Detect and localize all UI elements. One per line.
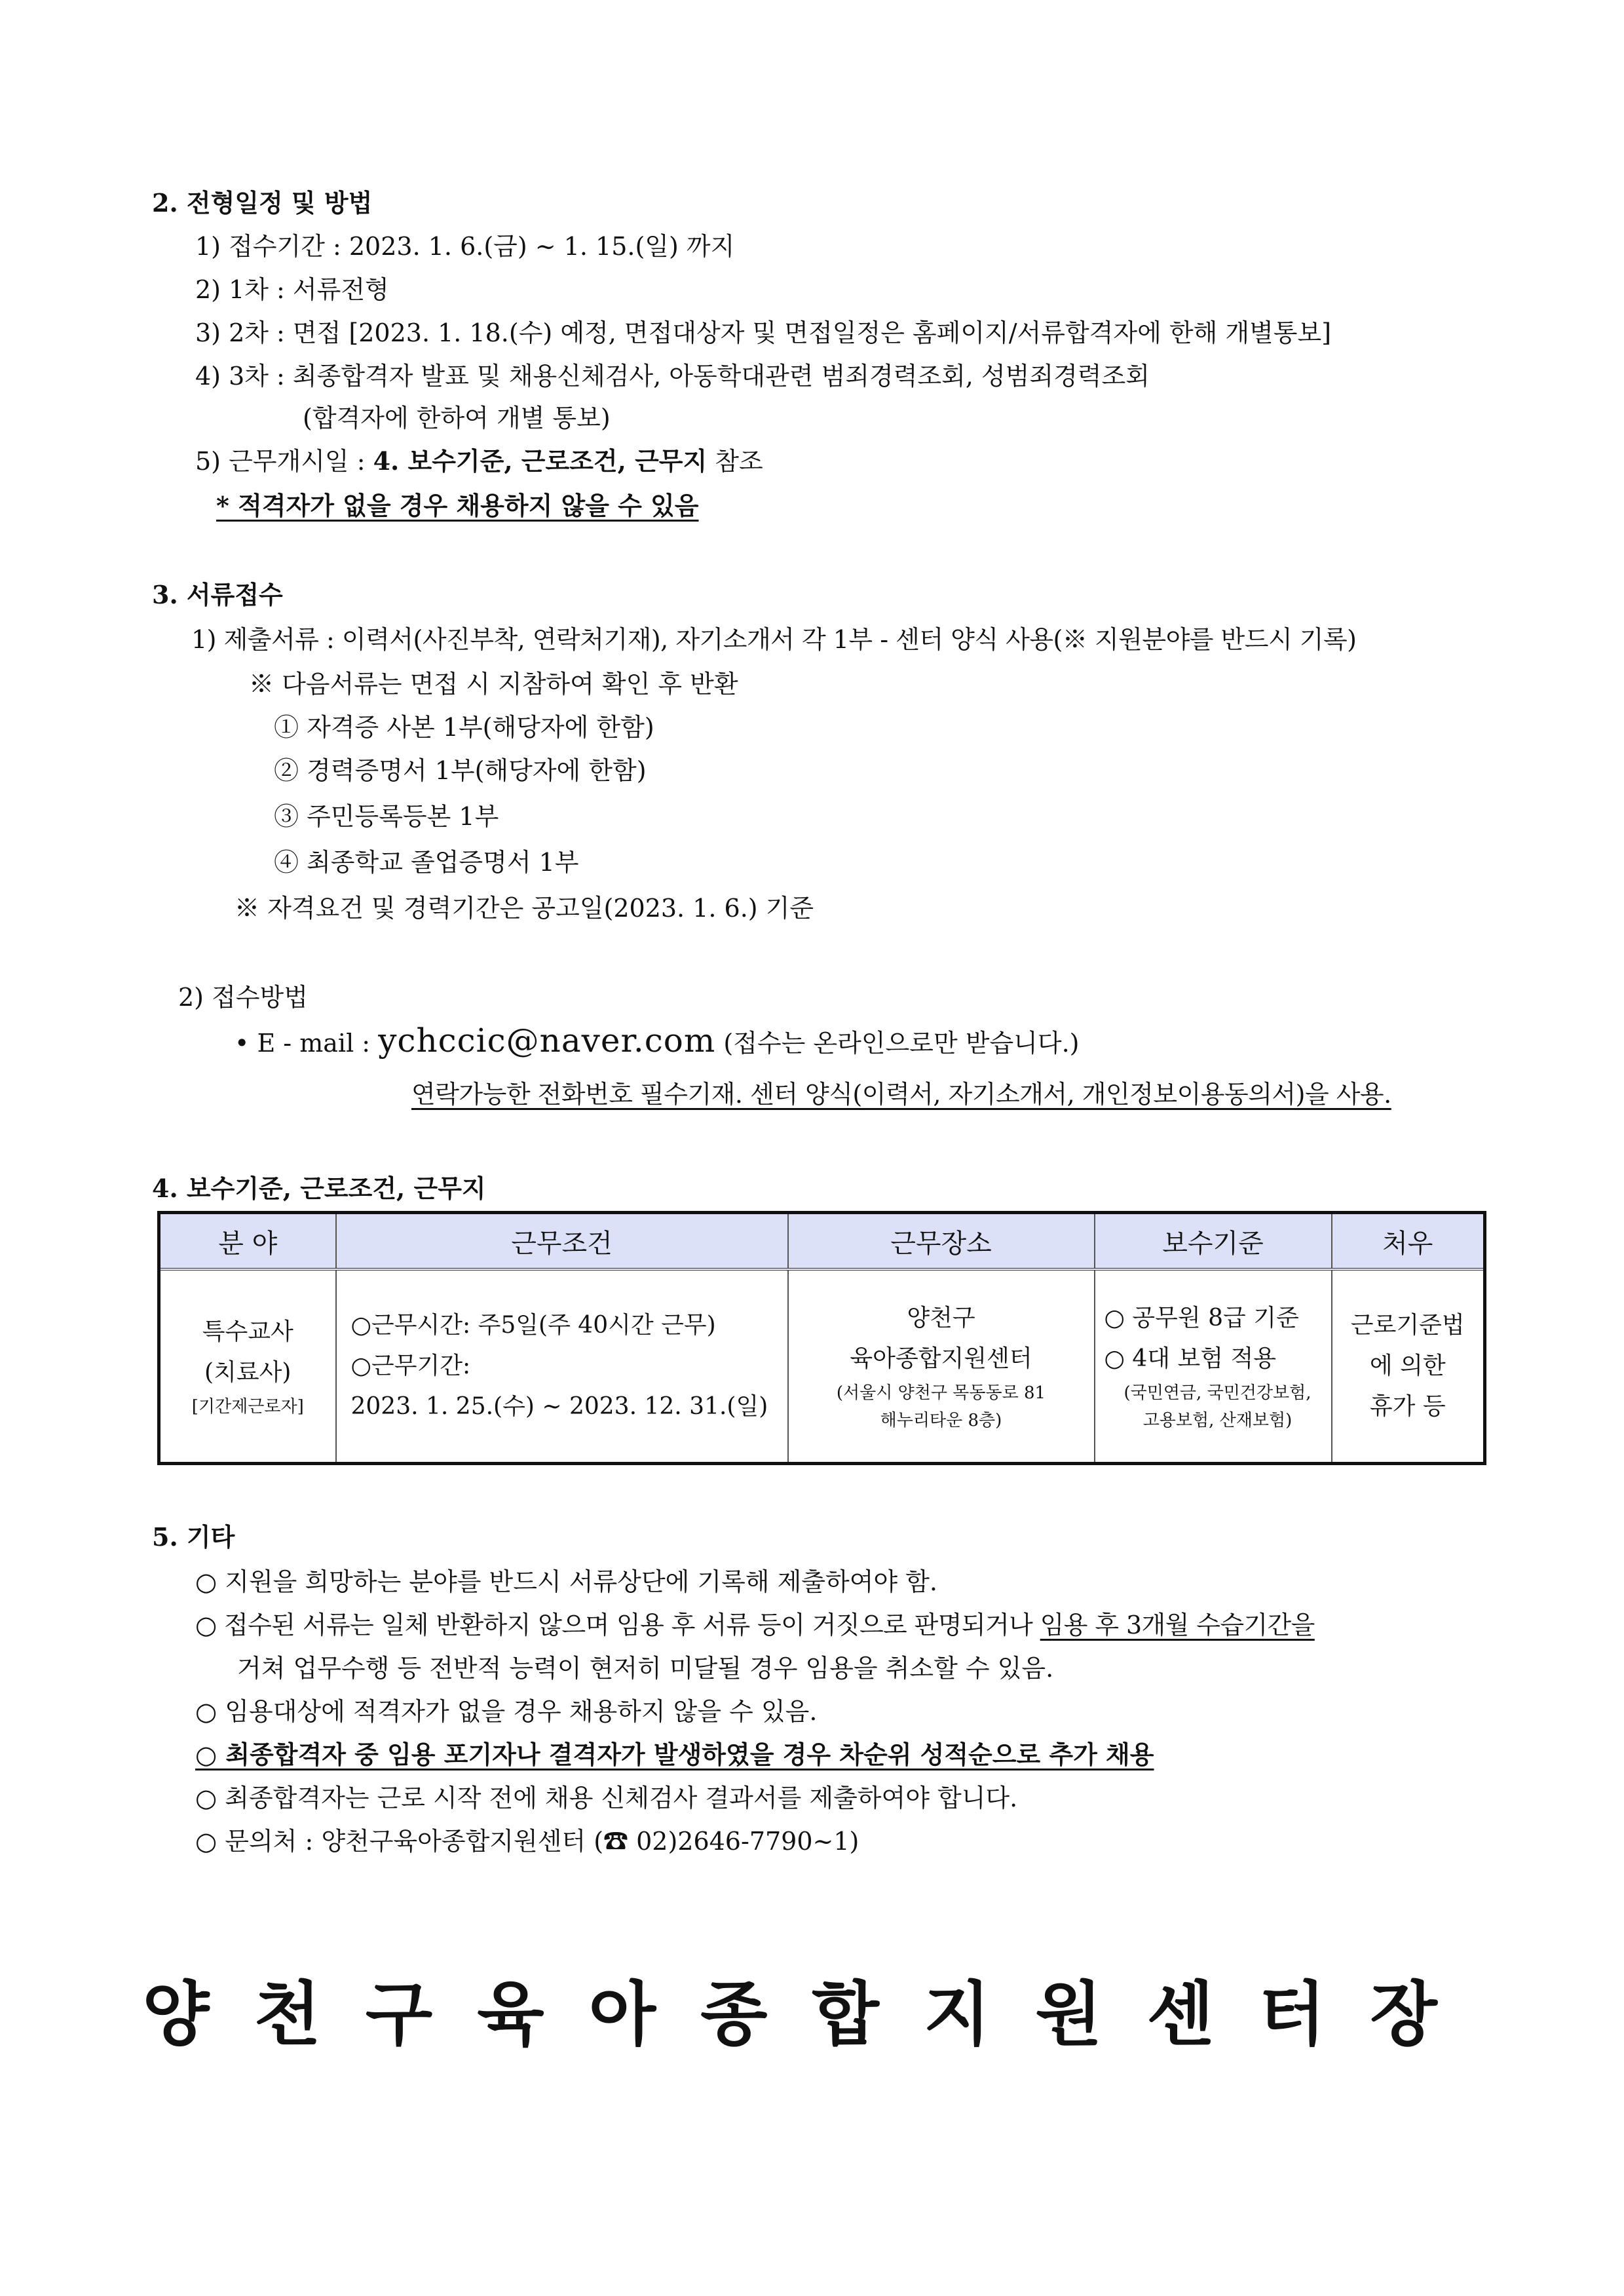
docs-item-2: ② 경력증명서 1부(해당자에 한함) [274, 756, 647, 785]
misc-line-4: ○ 최종합격자 중 임용 포기자나 결격자가 발생하였을 경우 차순위 성적순으로 추가 채용 [195, 1740, 1154, 1769]
field-type: [기간제근로자] [191, 1397, 304, 1417]
docs-note: ※ 다음서류는 면접 시 지참하여 확인 후 반환 [249, 670, 738, 698]
misc-line-2 [195, 1609, 1315, 1641]
docs-item-1: ① 자격증 사본 1부(해당자에 한함) [274, 713, 654, 742]
section-3-heading: 3. 서류접수 [152, 580, 283, 609]
schedule-note: * 적격자가 없을 경우 채용하지 않을 수 있음 [216, 491, 699, 520]
table-header-row [159, 1213, 1485, 1270]
schedule-line-2: 2) 1차 : 서류전형 [195, 275, 389, 304]
cell-place [788, 1269, 1095, 1464]
cell-conditions [336, 1269, 788, 1464]
misc-line-2b: 거쳐 업무수행 등 전반적 능력이 현저히 미달될 경우 임용을 취소할 수 있음. [237, 1654, 1054, 1683]
place-district: 양천구 [907, 1305, 975, 1331]
header-benefit: 처우 [1332, 1213, 1485, 1270]
schedule-line-3: 3) 2차 : 면접 [2023. 1. 18.(수) 예정, 면접대상자 및 면접일정은 홈페이지/서류합격자에 한해 개별통보] [195, 318, 1332, 347]
place-address-1: (서울시 양천구 목동동로 81 [836, 1383, 1046, 1403]
misc-line-2a: ○ 접수된 서류는 일체 반환하지 않으며 임용 후 서류 등이 거짓으로 판명되거나 [195, 1611, 1040, 1639]
section-4-heading: 4. 보수기준, 근로조건, 근무지 [152, 1174, 486, 1203]
schedule-line-4-note: (합격자에 한하여 개별 통보) [303, 404, 611, 432]
docs-item-3: ③ 주민등록등본 1부 [274, 802, 499, 831]
field-subtitle: (치료사) [204, 1359, 292, 1386]
submit-method-label: 2) 접수방법 [178, 983, 308, 1012]
section-5-heading: 5. 기타 [152, 1522, 235, 1552]
pay-insurance: ○ 4대 보험 적용 [1104, 1345, 1277, 1372]
conditions-period: 2023. 1. 25.(수) ~ 2023. 12. 31.(일) [350, 1393, 768, 1420]
conditions-period-label: ○근무기간: [350, 1352, 471, 1379]
email-address[interactable]: ychccic@naver.com [378, 1022, 716, 1060]
place-address-2: 해누리타운 8층) [880, 1411, 1002, 1430]
pay-grade: ○ 공무원 8급 기준 [1104, 1305, 1299, 1331]
benefit-line-1: 근로기준법 [1350, 1312, 1465, 1339]
header-pay: 보수기준 [1095, 1213, 1332, 1270]
benefit-line-3: 휴가 등 [1369, 1393, 1446, 1420]
pay-conditions-table [157, 1211, 1486, 1465]
misc-line-2-underlined: 임용 후 3개월 수습기간을 [1040, 1611, 1315, 1639]
header-field: 분 야 [159, 1213, 336, 1270]
schedule-line-5-ref: 4. 보수기준, 근로조건, 근무지 [373, 446, 708, 476]
schedule-line-5-prefix: 5) 근무개시일 : [195, 447, 373, 476]
schedule-line-4: 4) 3차 : 최종합격자 발표 및 채용신체검사, 아동학대관련 범죄경력조회, 성범죄경력조회 [195, 362, 1150, 391]
cell-benefit [1332, 1269, 1485, 1464]
place-center: 육아종합지원센터 [850, 1345, 1032, 1372]
docs-item-4: ④ 최종학교 졸업증명서 1부 [274, 848, 579, 877]
benefit-line-2: 에 의한 [1369, 1352, 1446, 1379]
email-requirement: 연락가능한 전화번호 필수기재. 센터 양식(이력서, 자기소개서, 개인정보이용동의서)을 사용. [411, 1080, 1391, 1109]
email-prefix: • E - mail : [235, 1029, 379, 1058]
docs-line-1: 1) 제출서류 : 이력서(사진부착, 연락처기재), 자기소개서 각 1부 - 센터 양식 사용(※ 지원분야를 반드시 기록) [191, 625, 1357, 654]
pay-insurance-detail-1: (국민연금, 국민건강보험, [1124, 1383, 1312, 1403]
misc-line-1: ○ 지원을 희망하는 분야를 반드시 서류상단에 기록해 제출하여야 함. [195, 1567, 937, 1596]
misc-contact: ○ 문의처 : 양천구육아종합지원센터 (☎ 02)2646-7790~1) [195, 1827, 859, 1856]
table-row [159, 1269, 1485, 1464]
section-2-heading: 2. 전형일정 및 방법 [152, 188, 373, 218]
email-line [235, 1022, 1080, 1060]
header-place: 근무장소 [788, 1213, 1095, 1270]
conditions-hours: ○근무시간: 주5일(주 40시간 근무) [350, 1312, 716, 1339]
schedule-line-5-suffix: 참조 [707, 447, 763, 476]
docs-basis: ※ 자격요건 및 경력기간은 공고일(2023. 1. 6.) 기준 [235, 894, 814, 923]
issuer-signature: 양천구육아종합지원센터장 [142, 1974, 1482, 2055]
email-note-inline: (접수는 온라인으로만 받습니다.) [723, 1029, 1080, 1058]
field-title: 특수교사 [202, 1318, 293, 1345]
header-conditions: 근무조건 [336, 1213, 788, 1270]
cell-field [159, 1269, 336, 1464]
cell-pay [1095, 1269, 1332, 1464]
misc-line-5: ○ 최종합격자는 근로 시작 전에 채용 신체검사 결과서를 제출하여야 합니다. [195, 1784, 1018, 1812]
schedule-line-1: 1) 접수기간 : 2023. 1. 6.(금) ~ 1. 15.(일) 까지 [195, 232, 735, 261]
schedule-line-5 [195, 446, 763, 477]
pay-insurance-detail-2: 고용보험, 산재보험) [1142, 1411, 1293, 1430]
misc-line-3: ○ 임용대상에 적격자가 없을 경우 채용하지 않을 수 있음. [195, 1697, 818, 1726]
